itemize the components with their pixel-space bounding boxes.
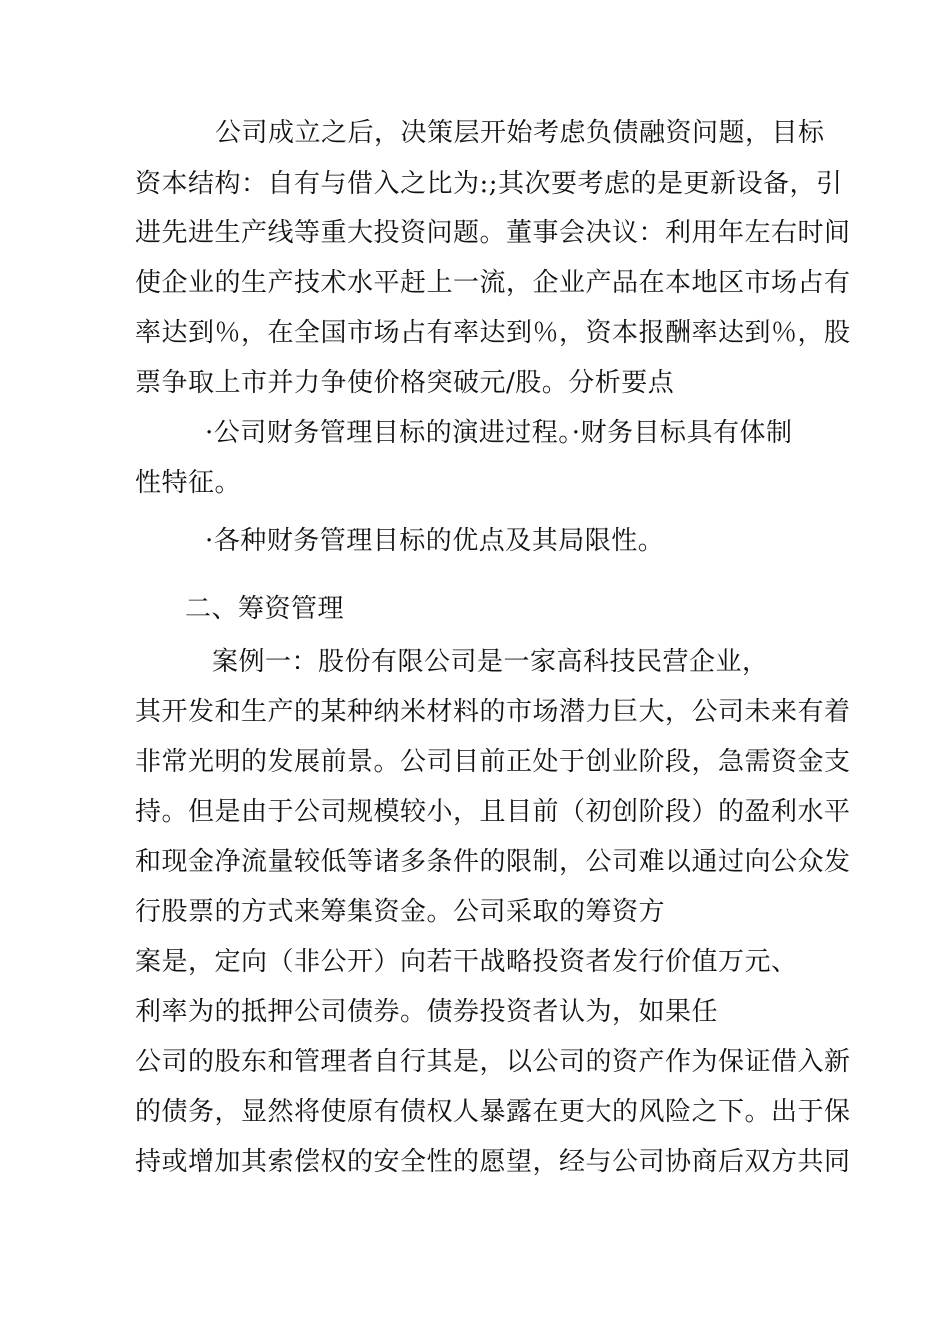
paragraph-line: 进先进生产线等重大投资问题。董事会决议：利用年左右时间 bbox=[135, 218, 851, 248]
paragraph-line: 率达到％，在全国市场占有率达到％，资本报酬率达到％，股 bbox=[135, 318, 851, 348]
case-title-line: 案例一：股份有限公司是一家高科技民营企业， bbox=[212, 647, 769, 677]
paragraph-line: 行股票的方式来筹集资金。公司采取的筹资方 bbox=[135, 897, 666, 927]
section-heading: 二、筹资管理 bbox=[185, 594, 345, 624]
paragraph-line: 公司的股东和管理者自行其是，以公司的资产作为保证借入新 bbox=[135, 1047, 851, 1077]
paragraph-line: 其开发和生产的某种纳米材料的市场潜力巨大，公司未来有着 bbox=[135, 697, 851, 727]
paragraph-line: 利率为的抵押公司债券。债券投资者认为，如果任 bbox=[135, 997, 719, 1027]
bullet-line: ·各种财务管理目标的优点及其局限性。 bbox=[205, 526, 665, 556]
paragraph-line: 持。但是由于公司规模较小，且目前（初创阶段）的盈利水平 bbox=[135, 797, 851, 827]
bullet-line: 性特征。 bbox=[135, 468, 242, 498]
paragraph-line: 资本结构：自有与借入之比为:;其次要考虑的是更新设备，引 bbox=[135, 169, 843, 199]
paragraph-line: 公司成立之后，决策层开始考虑负债融资问题，目标 bbox=[215, 118, 825, 148]
paragraph-line: 持或增加其索偿权的安全性的愿望，经与公司协商后双方共同 bbox=[135, 1147, 851, 1177]
bullet-line: ·公司财务管理目标的演进过程。·财务目标具有体制 bbox=[205, 418, 793, 448]
paragraph-line: 非常光明的发展前景。公司目前正处于创业阶段，急需资金支 bbox=[135, 747, 851, 777]
paragraph-line: 案是，定向（非公开）向若干战略投资者发行价值万元、 bbox=[135, 947, 798, 977]
paragraph-line: 和现金净流量较低等诸多条件的限制，公司难以通过向公众发 bbox=[135, 847, 851, 877]
paragraph-line: 票争取上市并力争使价格突破元/股。分析要点 bbox=[135, 368, 675, 398]
paragraph-line: 使企业的生产技术水平赶上一流，企业产品在本地区市场占有 bbox=[135, 268, 851, 298]
paragraph-line: 的债务，显然将使原有债权人暴露在更大的风险之下。出于保 bbox=[135, 1097, 851, 1127]
